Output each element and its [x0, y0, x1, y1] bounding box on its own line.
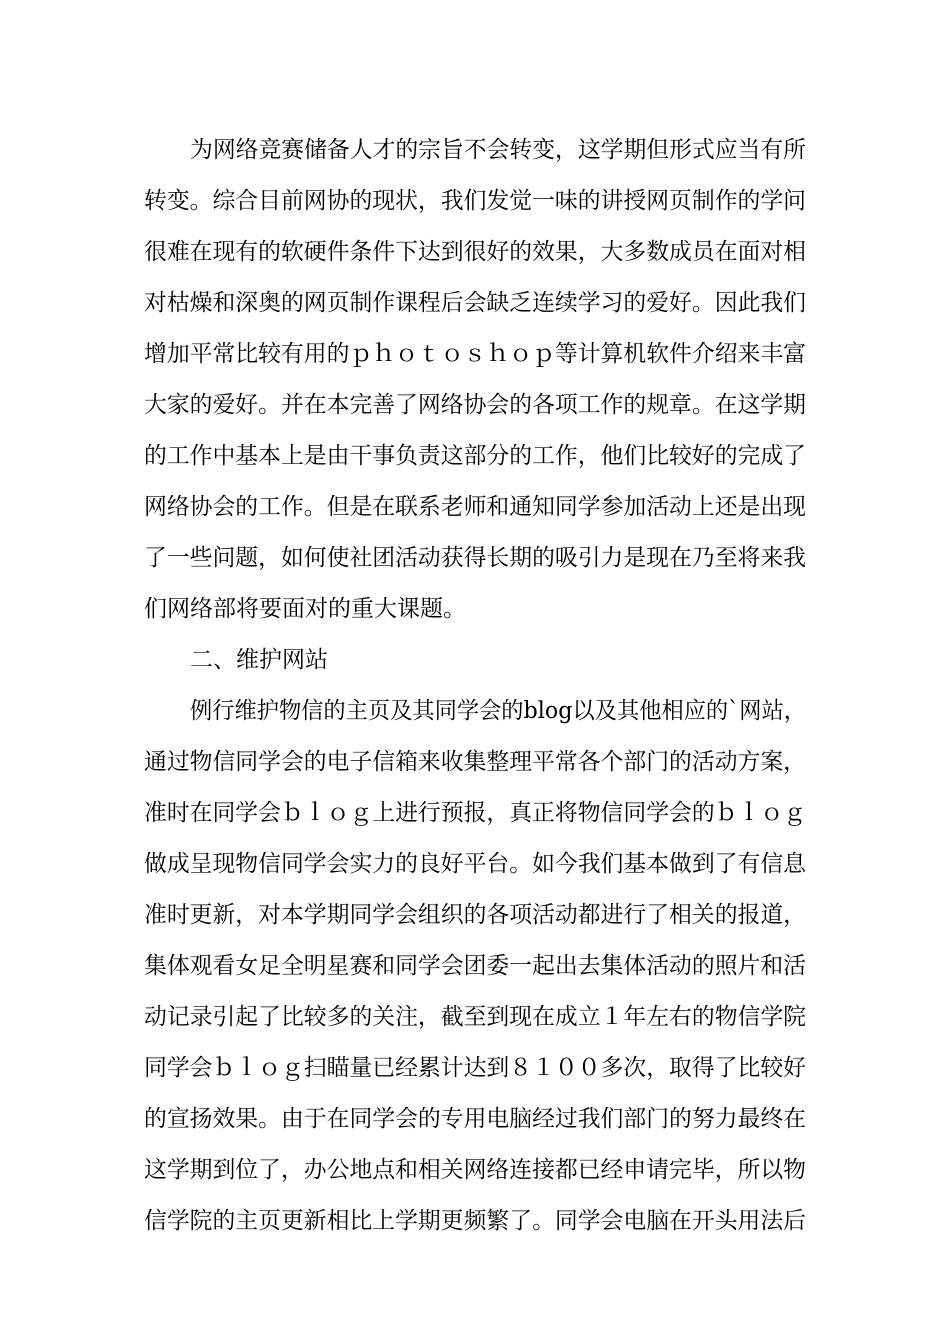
paragraph-line: 很难在现有的软硬件条件下达到很好的效果，大多数成员在面对相	[144, 239, 806, 265]
paragraph-line: 的工作中基本上是由干事负责这部分的工作，他们比较好的完成了	[144, 443, 806, 469]
paragraph-line: 为网络竞赛储备人才的宗旨不会转变，这学期但形式应当有所	[190, 137, 806, 163]
paragraph-line: 集体观看女足全明星赛和同学会团委一起出去集体活动的照片和活	[144, 953, 806, 979]
paragraph-line: 同学会ｂｌｏｇ扫瞄量已经累计达到８１００多次，取得了比较好	[144, 1055, 806, 1081]
paragraph-line: 信学院的主页更新相比上学期更频繁了。同学会电脑在开头用法后	[144, 1208, 806, 1234]
paragraph-line: 转变。综合目前网协的现状，我们发觉一味的讲授网页制作的学问	[144, 188, 806, 214]
section-heading: 二、维护网站	[190, 647, 328, 673]
paragraph-line: 这学期到位了，办公地点和相关网络连接都已经申请完毕，所以物	[144, 1157, 806, 1183]
paragraph-line: 们网络部将要面对的重大课题。	[144, 596, 466, 622]
paragraph-line: 增加平常比较有用的ｐｈｏｔｏｓｈｏｐ等计算机软件介绍来丰富	[144, 341, 806, 367]
paragraph-line: 动记录引起了比较多的关注，截至到现在成立１年左右的物信学院	[144, 1004, 806, 1030]
paragraph-line: 大家的爱好。并在本完善了网络协会的各项工作的规章。在这学期	[144, 392, 806, 418]
paragraph-line: 的宣扬效果。由于在同学会的专用电脑经过我们部门的努力最终在	[144, 1106, 806, 1132]
paragraph-line: 网络协会的工作。但是在联系老师和通知同学参加活动上还是出现	[144, 494, 806, 520]
paragraph-line: 对枯燥和深奥的网页制作课程后会缺乏连续学习的爱好。因此我们	[144, 290, 806, 316]
paragraph-line: 准时更新，对本学期同学会组织的各项活动都进行了相关的报道，	[144, 902, 806, 928]
paragraph-line: 例行维护物信的主页及其同学会的blog以及其他相应的`网站，	[190, 698, 806, 724]
paragraph-line: 通过物信同学会的电子信箱来收集整理平常各个部门的活动方案，	[144, 749, 806, 775]
paragraph-line: 准时在同学会ｂｌｏｇ上进行预报，真正将物信同学会的ｂｌｏｇ	[144, 800, 806, 826]
paragraph-line: 了一些问题，如何使社团活动获得长期的吸引力是现在乃至将来我	[144, 545, 806, 571]
paragraph-line: 做成呈现物信同学会实力的良好平台。如今我们基本做到了有信息	[144, 851, 806, 877]
